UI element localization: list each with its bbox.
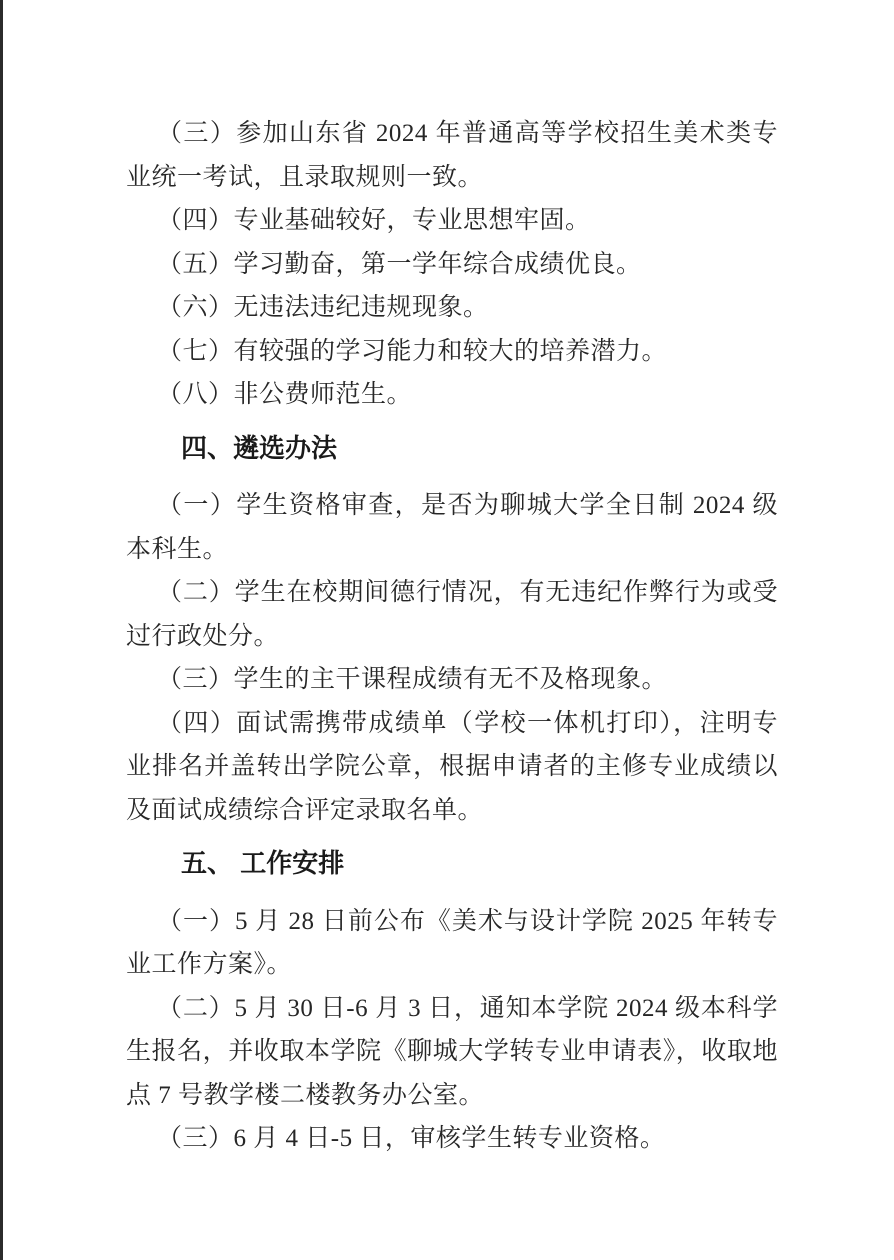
page-left-edge-divider [0, 0, 3, 1260]
document-body [126, 112, 778, 1161]
paragraph-schedule-3: （三）6 月 4 日-5 日，审核学生转专业资格。 [157, 1125, 666, 1152]
section-heading-selection-method: 四、遴选办法 [181, 432, 338, 463]
section-heading-work-schedule: 五、 工作安排 [181, 848, 345, 878]
paragraph-criteria-5: （五）学习勤奋，第一学年综合成绩优良。 [157, 250, 642, 278]
paragraph-method-1: （一）学生资格审查，是否为聊城大学全日制 2024 级本科生。 [126, 492, 778, 563]
paragraph-criteria-8: （八）非公费师范生。 [157, 381, 413, 408]
paragraph-criteria-3: （三）参加山东省 2024 年普通高等学校招生美术类专业统一考试，且录取规则一致。 [126, 120, 778, 191]
paragraph-method-2: （二）学生在校期间德行情况，有无违纪作弊行为或受过行政处分。 [126, 579, 778, 650]
paragraph-criteria-6: （六）无违法违纪违规现象。 [157, 294, 489, 321]
paragraph-method-4: （四）面试需携带成绩单（学校一体机打印），注明专业排名并盖转出学院公章，根据申请者的主修专业成绩以及面试成绩综合评定录取名单。 [126, 709, 778, 824]
paragraph-schedule-2: （二）5 月 30 日-6 月 3 日，通知本学院 2024 级本科学生报名，并收取本学院《聊城大学转专业申请表》，收取地点 7 号教学楼二楼教务办公室。 [126, 994, 778, 1109]
paragraph-criteria-4: （四）专业基础较好，专业思想牢固。 [157, 207, 591, 234]
paragraph-method-3: （三）学生的主干课程成绩有无不及格现象。 [157, 666, 668, 693]
paragraph-criteria-7: （七）有较强的学习能力和较大的培养潜力。 [157, 337, 668, 365]
paragraph-schedule-1: （一）5 月 28 日前公布《美术与设计学院 2025 年转专业工作方案》。 [126, 907, 778, 978]
